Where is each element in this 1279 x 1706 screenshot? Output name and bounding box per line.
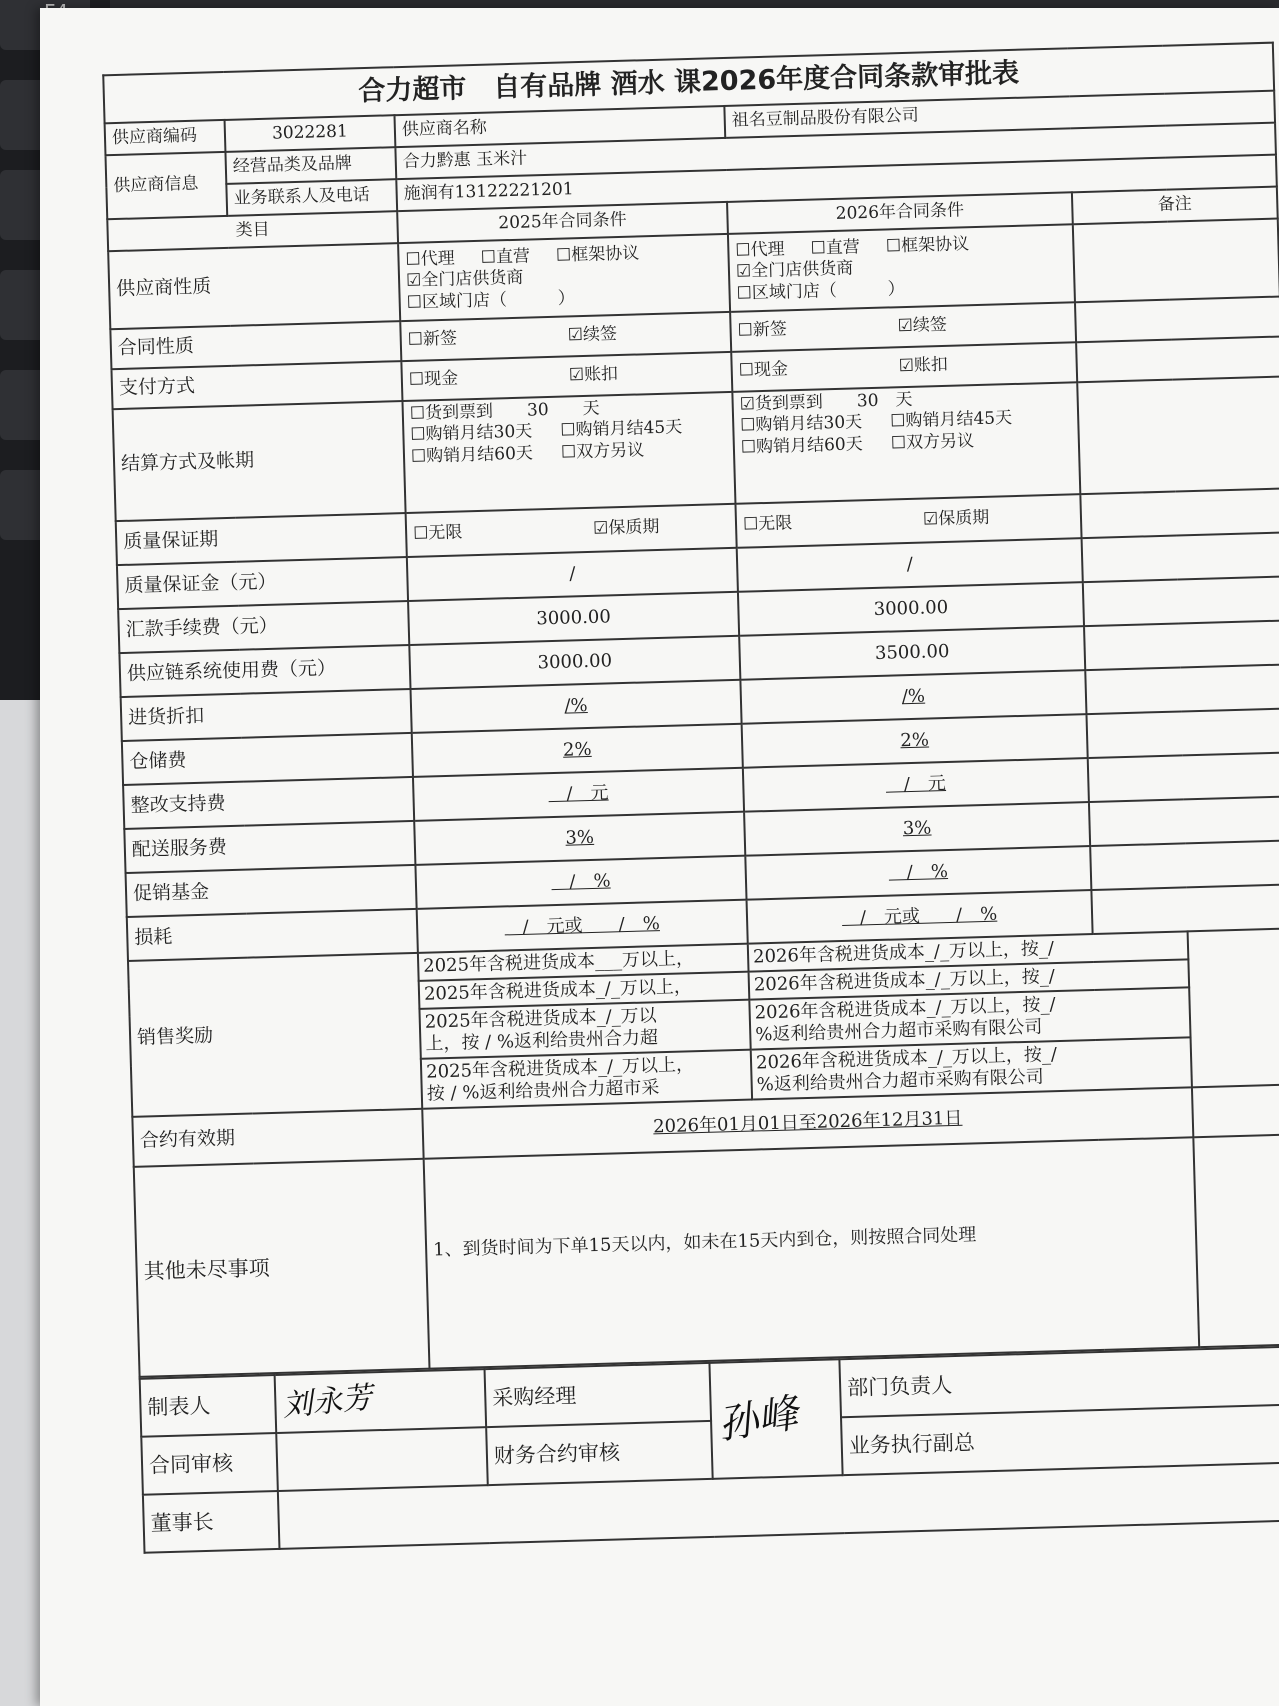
contact-label: 业务联系人及电话: [226, 179, 397, 216]
supplier-name-label: 供应商名称: [394, 106, 725, 147]
promo-remark: [1090, 840, 1279, 890]
system-fee-label: 供应链系统使用费（元）: [119, 645, 410, 697]
delivery-label: 配送服务费: [124, 821, 415, 873]
deposit-2025: /: [407, 548, 738, 601]
supplier-code-label: 供应商编码: [105, 120, 226, 155]
approval-table: [102, 42, 1279, 1378]
other-label: 其他未尽事项: [134, 1159, 430, 1377]
validity-label: 合约有效期: [132, 1109, 423, 1167]
discount-remark: [1085, 664, 1279, 714]
contract-remark: [1075, 297, 1279, 343]
dept-head-label: 部门负责人: [839, 1346, 1279, 1417]
nature-2025: ☐代理 ☐直营 ☐框架协议 ☑全门店供货商 ☐区域门店（ ）: [398, 234, 730, 321]
storage-label: 仓储费: [122, 733, 413, 785]
contract-review-signature: [276, 1427, 488, 1491]
warranty-2025: ☐无限 ☑保质期: [406, 504, 737, 557]
nature-label: 供应商性质: [108, 243, 400, 329]
vp-label: 业务执行副总: [841, 1404, 1279, 1475]
remit-fee-2025: 3000.00: [408, 592, 739, 645]
contact-value: 施润有13122221201: [396, 155, 1277, 212]
signoff-table: [139, 1345, 1279, 1554]
delivery-remark: [1089, 796, 1279, 846]
maker-signature: [275, 1369, 487, 1433]
delivery-2026: 3%: [744, 802, 1090, 856]
purchase-mgr-signature: [709, 1359, 842, 1479]
finance-review-label: 财务合约审核: [486, 1421, 713, 1485]
contract-review-label: 合同审核: [141, 1433, 278, 1495]
rectify-label: 整改支持费: [123, 777, 414, 829]
payment-2026: ☐现金 ☑账扣: [731, 342, 1077, 392]
approval-form: [102, 42, 1279, 1689]
loss-label: 损耗: [127, 909, 418, 961]
loss-2026: / 元或 / %: [747, 890, 1093, 944]
discount-label: 进货折扣: [121, 689, 412, 741]
reward-2025-line: 2025年含税进货成本_/_万以 上，按 / %返利给贵州合力超: [419, 1000, 750, 1059]
form-title: 合力超市 自有品牌 酒水 课2026年度合同条款审批表: [103, 43, 1274, 124]
system-fee-remark: [1084, 620, 1279, 670]
header-remark: 备注: [1072, 187, 1278, 225]
payment-remark: [1076, 337, 1279, 383]
rectify-2026: / 元: [743, 758, 1089, 812]
deposit-2026: /: [737, 538, 1083, 592]
remit-fee-remark: [1083, 576, 1279, 626]
header-2026: 2026年合同条件: [727, 192, 1073, 234]
supplier-info-label: 供应商信息: [105, 152, 227, 219]
settlement-label: 结算方式及帐期: [113, 401, 406, 521]
other-value: 1、到货时间为下单15天以内，如未在15天内到仓，则按照合同处理: [424, 1137, 1200, 1368]
settlement-2026: ☑货到票到 30 天 ☐购销月结30天 ☐购销月结45天 ☐购销月结60天 ☐双方另议: [732, 382, 1080, 504]
reward-2026-line: 2026年含税进货成本_/_万以上，按_/ %返利给贵州合力超市采购有限公司: [751, 1037, 1192, 1099]
validity-value: 2026年01月01日至2026年12月31日: [422, 1087, 1193, 1158]
reward-2026-line: 2026年含税进货成本_/_万以上，按_/ %返利给贵州合力超市采购有限公司: [749, 987, 1190, 1049]
supplier-name: 祖名豆制品股份有限公司: [724, 91, 1275, 138]
payment-2025: ☐现金 ☑账扣: [401, 352, 732, 401]
remit-fee-2026: 3000.00: [738, 582, 1084, 636]
discount-2025: /%: [411, 680, 742, 733]
rectify-2025: / 元: [413, 768, 744, 821]
maker-signature-mark: 刘永芳: [280, 1380, 374, 1425]
system-fee-2025: 3000.00: [409, 636, 740, 689]
category-label: 经营品类及品牌: [225, 147, 396, 184]
other-remark: [1193, 1134, 1279, 1347]
payment-label: 支付方式: [111, 361, 402, 409]
rectify-remark: [1088, 752, 1279, 802]
header-item: 类目: [107, 211, 398, 251]
approval-form-paper: [40, 8, 1279, 1706]
warranty-label: 质量保证期: [116, 513, 407, 565]
promo-label: 促销基金: [126, 865, 417, 917]
contract-2026: ☐新签 ☑续签: [730, 302, 1076, 352]
nature-remark: [1073, 219, 1279, 303]
contract-2025: ☐新签 ☑续签: [400, 312, 731, 361]
category-value: 合力黔惠 玉米汁: [395, 123, 1276, 180]
header-2025: 2025年合同条件: [397, 202, 728, 243]
remit-fee-label: 汇款手续费（元）: [118, 601, 409, 653]
promo-2025: / %: [415, 856, 746, 909]
contract-label: 合同性质: [110, 321, 401, 369]
settlement-2025: ☐货到票到 30 天 ☐购销月结30天 ☐购销月结45天 ☐购销月结60天 ☐双方另议: [402, 392, 735, 513]
supplier-code: 3022281: [225, 115, 396, 152]
system-fee-2026: 3500.00: [739, 626, 1085, 680]
warranty-2026: ☐无限 ☑保质期: [735, 494, 1081, 548]
reward-2026-line: 2026年含税进货成本_/_万以上，按_/: [749, 959, 1190, 999]
reward-2025-line: 2025年含税进货成本_/_万以上， 按 / %返利给贵州合力超市采: [421, 1050, 752, 1109]
deposit-remark: [1082, 532, 1279, 582]
loss-2025: / 元或 / %: [417, 900, 748, 953]
validity-remark: [1192, 1084, 1279, 1137]
reward-remark: [1188, 928, 1279, 1087]
loss-remark: [1091, 884, 1279, 934]
reward-2025-line: 2025年含税进货成本___万以上，: [418, 944, 749, 981]
storage-remark: [1086, 708, 1279, 758]
deposit-label: 质量保证金（元）: [117, 557, 408, 609]
promo-2026: / %: [745, 846, 1091, 900]
maker-label: 制表人: [140, 1375, 277, 1437]
reward-2025-line: 2025年含税进货成本_/_万以上，: [419, 972, 750, 1009]
purchase-mgr-label: 采购经理: [485, 1363, 712, 1427]
delivery-2025: 3%: [414, 812, 745, 865]
discount-2026: /%: [740, 670, 1086, 724]
reward-label: 销售奖励: [128, 953, 422, 1117]
settlement-remark: [1077, 377, 1279, 495]
storage-2025: 2%: [412, 724, 743, 777]
nature-2026: ☐代理 ☐直营 ☐框架协议 ☑全门店供货商 ☐区域门店（ ）: [728, 224, 1075, 312]
storage-2026: 2%: [742, 714, 1088, 768]
chairman-label: 董事长: [143, 1491, 280, 1553]
purchase-mgr-signature-mark: 孙峰: [714, 1390, 802, 1449]
warranty-remark: [1080, 488, 1279, 538]
reward-2026-line: 2026年含税进货成本_/_万以上，按_/: [748, 931, 1189, 971]
